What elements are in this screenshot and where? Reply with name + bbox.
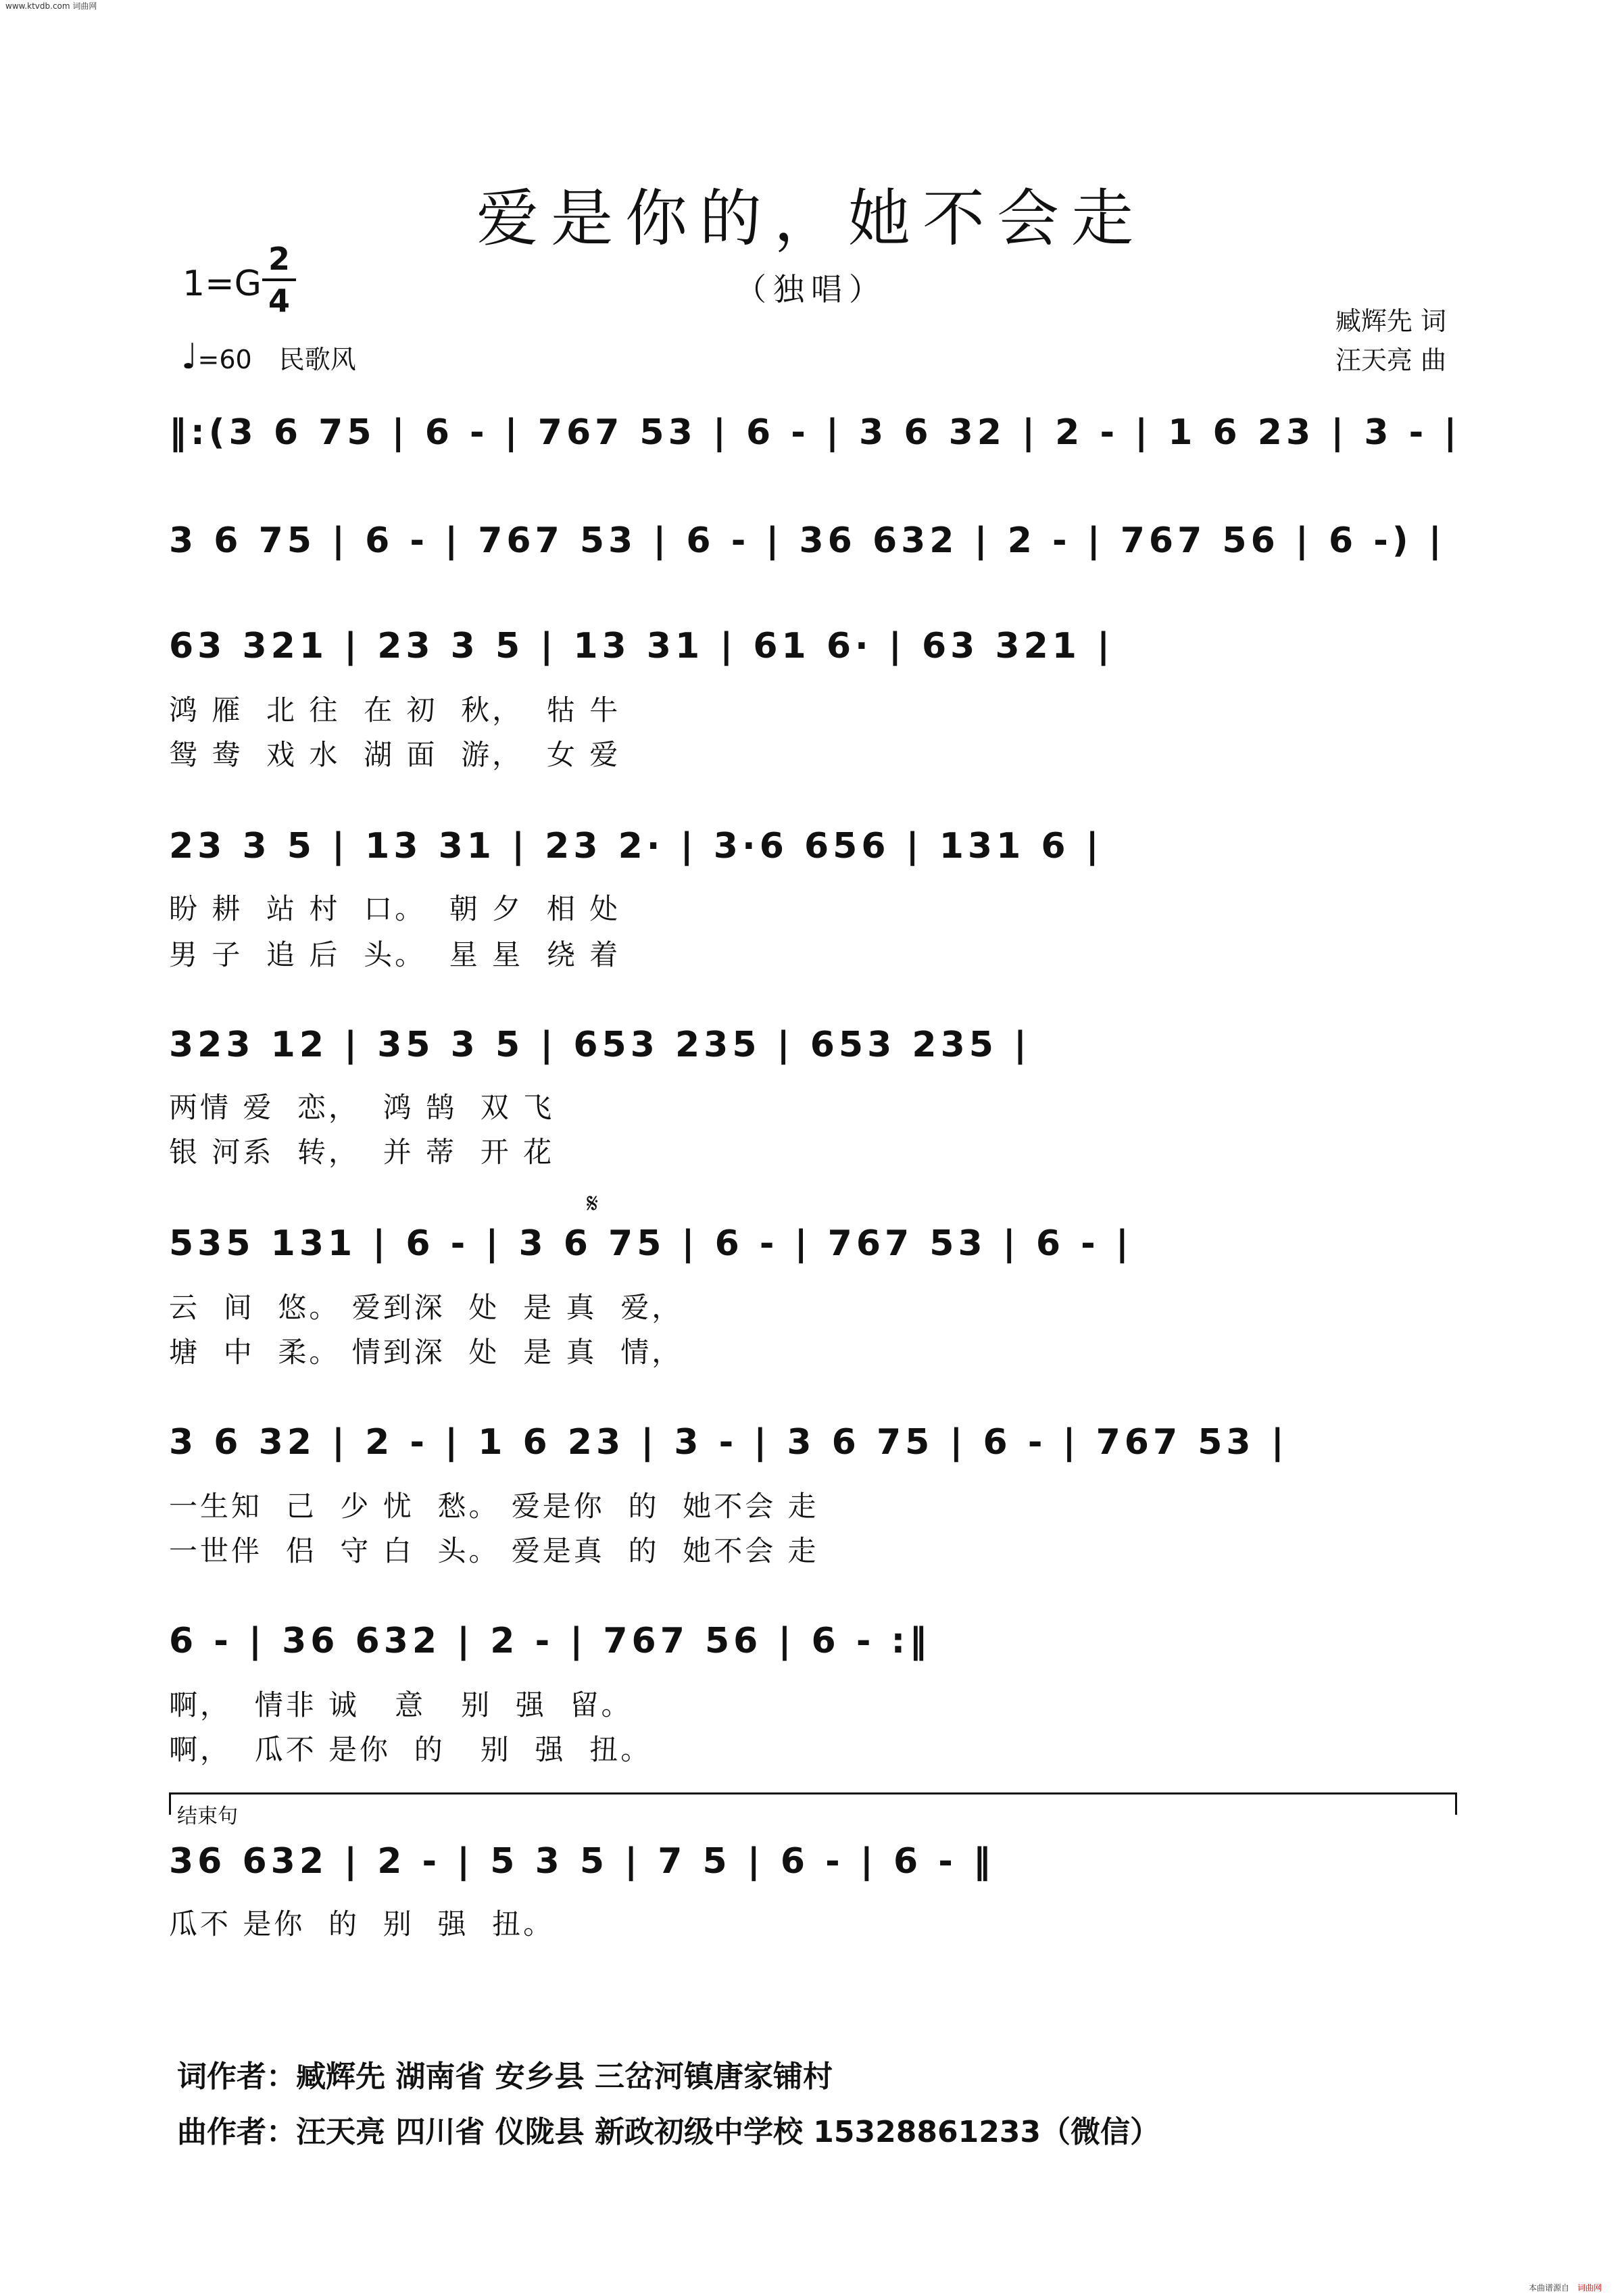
tempo-marking [181,337,356,377]
site-watermark: www.ktvdb.com 词曲网 [5,1,97,11]
lyrics-line-5-verse-2: 银 河系 转， 并 蒂 开 花 [169,1135,555,1169]
time-signature-bottom: 4 [268,283,290,319]
footer-site: 词曲网 [1577,2283,1602,2293]
tempo-value: =60 [197,345,252,374]
notation-line-4: 23 3 5 | 13 31 | 23 2· | 3·6 656 | 131 6 | [169,826,1103,866]
lyricist-info: 词作者：臧辉先 湖南省 安乡县 三岔河镇唐家铺村 [177,2059,833,2094]
tempo-style: 民歌风 [278,345,356,374]
lyrics-line-8-verse-1: 啊， 情非 诚 意 别 强 留。 [169,1688,633,1721]
notation-line-8: 6 - | 36 632 | 2 - | 767 56 | 6 - :‖ [169,1621,931,1661]
key-signature: 1=G [182,264,262,304]
footer-watermark [1529,2282,1602,2293]
notation-line-1: ‖:(3 6 75 | 6 - | 767 53 | 6 - | 3 6 32 | 2 - | 1 6 23 | 3 - | [169,412,1461,453]
lyrics-line-3-verse-2: 鸳 鸯 戏 水 湖 面 游， 女 爱 [169,738,621,771]
lyrics-line-7-verse-1: 一生知 己 少 忧 愁。 爱是你 的 她不会 走 [169,1490,819,1523]
quarter-note-icon: ♩ [181,337,198,377]
composer-info: 曲作者：汪天亮 四川省 仪陇县 新政初级中学校 15328861233（微信） [177,2115,1160,2149]
time-signature-bar [262,278,296,281]
lyrics-line-6-verse-1: 云 间 悠。 爱到深 处 是 真 爱， [169,1291,683,1324]
ending-label: 结束句 [177,1805,238,1828]
notation-line-2: 3 6 75 | 6 - | 767 53 | 6 - | 36 632 | 2 - | 767 56 | 6 -) | [169,520,1446,561]
lyrics-line-3-verse-1: 鸿 雁 北 往 在 初 秋， 牯 牛 [169,693,621,727]
notation-line-7: 3 6 32 | 2 - | 1 6 23 | 3 - | 3 6 75 | 6 - | 767 53 | [169,1422,1288,1463]
ending-bracket [169,1792,1457,1815]
credits [1335,301,1446,380]
notation-line-3: 63 321 | 23 3 5 | 13 31 | 61 6· | 63 321 | [169,626,1114,666]
composer-credit: 汪天亮 曲 [1335,345,1446,375]
notation-line-6: 535 131 | 6 - | 3 6 75 | 6 - | 767 53 | 6 - | [169,1223,1133,1264]
lyrics-line-8-verse-2: 啊， 瓜不 是你 的 别 强 扭。 [169,1733,652,1766]
time-signature-top: 2 [268,241,290,277]
lyrics-line-5-verse-1: 两情 爱 恋， 鸿 鹄 双 飞 [169,1091,555,1124]
lyrics-line-7-verse-2: 一世伴 侣 守 白 头。 爱是真 的 她不会 走 [169,1534,819,1567]
lyrics-line-4-verse-2: 男 子 追 后 头。 星 星 绕 着 [169,938,621,971]
lyrics-line-9-verse-1: 瓜不 是你 的 别 强 扭。 [169,1907,555,1940]
footer-source: 本曲谱源自 [1528,2283,1569,2293]
lyricist-credit: 臧辉先 词 [1335,306,1446,336]
song-subtitle: （独唱） [735,271,887,308]
lyrics-line-6-verse-2: 塘 中 柔。 情到深 处 是 真 情， [169,1336,683,1369]
lyrics-line-4-verse-1: 盼 耕 站 村 口。 朝 夕 相 处 [169,892,621,925]
notation-line-5: 323 12 | 35 3 5 | 653 235 | 653 235 | [169,1025,1031,1065]
segno-icon: 𝄋 [587,1188,599,1219]
notation-line-9: 36 632 | 2 - | 5 3 5 | 7 5 | 6 - | 6 - ‖ [169,1841,995,1882]
song-title: 爱是你的，她不会走 [476,182,1146,255]
time-signature [262,241,296,319]
